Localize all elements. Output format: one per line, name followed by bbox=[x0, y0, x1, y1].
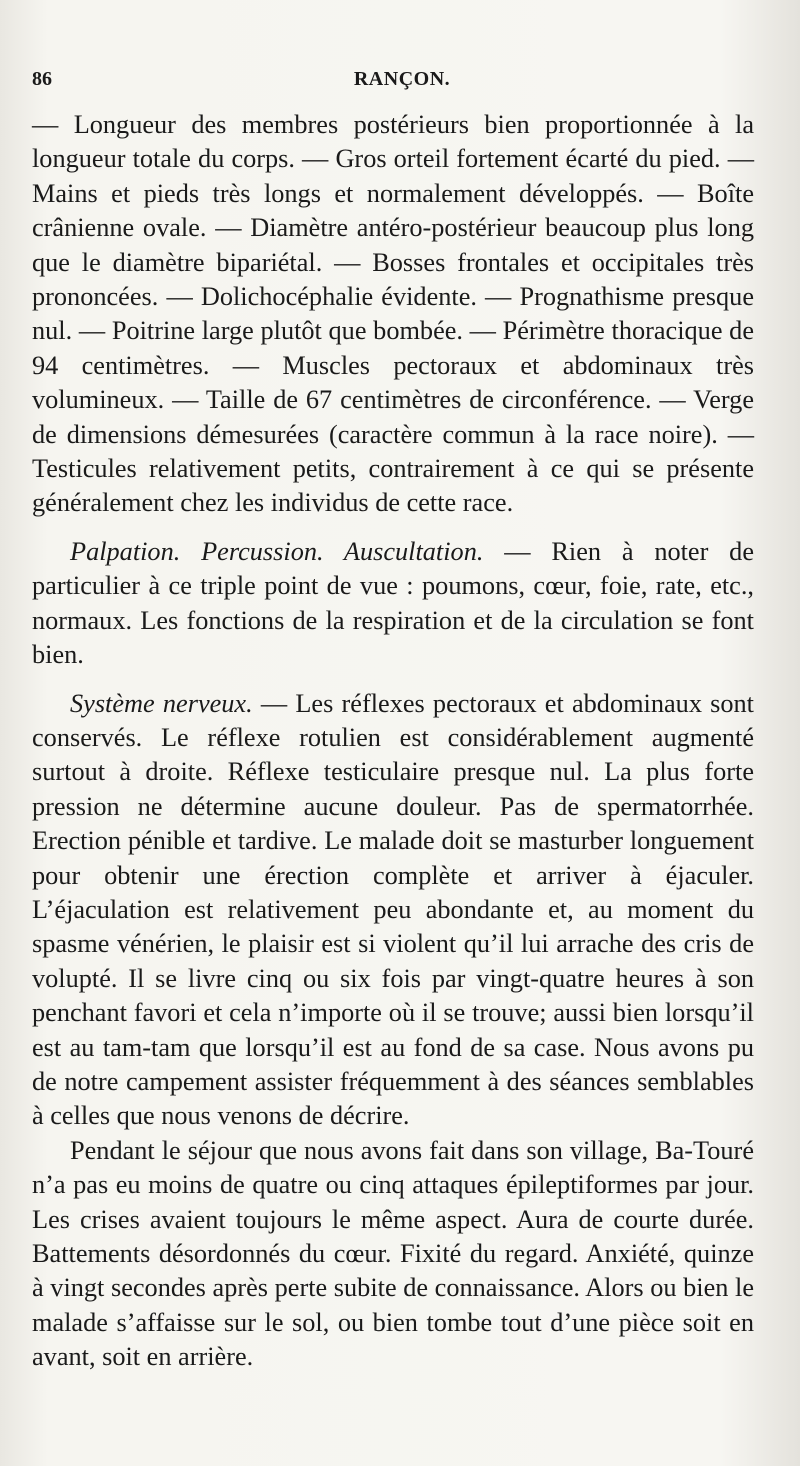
paragraph-text: Pendant le séjour que nous avons fait dans son village, Ba-Touré n’a pas eu moins de quatre ou cinq attaques épileptiformes par jour. Les crises avaient toujours le même aspect. Aura de courte durée. Battements désordonnés du cœur. Fixité du regard. Anxiété, quinze à vingt secondes après perte subite de connaissance. Alors ou bien le malade s’affaisse sur le sol, ou bien tombe tout d’une pièce soit en avant, soit en arrière. bbox=[32, 1135, 754, 1372]
paragraph-seizures bbox=[32, 1134, 754, 1375]
page-header bbox=[32, 60, 772, 96]
paragraph-text: — Rien à noter de particulier à ce triple point de vue : poumons, cœur, foie, rate, etc., normaux. Les fonctions de la respiration et de la circulation se font bien. bbox=[32, 536, 754, 670]
paragraph-nervous-system bbox=[32, 687, 754, 1134]
section-lead: Système nerveux. bbox=[70, 688, 253, 718]
paragraph-text: — Les réflexes pectoraux et abdominaux sont conservés. Le réflexe rotulien est considérablement augmenté surtout à droite. Réflexe testiculaire presque nul. La plus forte pression ne détermine aucune douleur. Pas de spermatorrhée. Erection pénible et tardive. Le malade doit se masturber longuement pour obtenir une érection complète et arriver à éjaculer. L’éjaculation est relativement peu abondante et, au moment du spasme vénérien, le plaisir est si violent qu’il lui arrache des cris de volupté. Il se livre cinq ou six fois par vingt-quatre heures à son penchant favori et cela n’importe où il se trouve; aussi bien lorsqu’il est au tam-tam que lorsqu’il est au fond de sa case. Nous avons pu de notre campement assister fréquemment à des séances semblables à celles que nous venons de décrire. bbox=[32, 688, 754, 1131]
paragraph-measurements bbox=[32, 108, 754, 521]
paragraph-palpation bbox=[32, 535, 754, 673]
body-text bbox=[32, 108, 754, 1375]
running-title: RANÇON. bbox=[353, 68, 451, 90]
paragraph-text: — Longueur des membres postérieurs bien proportionnée à la longueur totale du corps. — Gros orteil fortement écarté du pied. — Mains et pieds très longs et normalement développés. — Boîte crânienne ovale. — Diamètre antéro-postérieur beaucoup plus long que le diamètre bipariétal. — Bosses frontales et occipitales très prononcées. — Dolichocéphalie évidente. — Prognathisme presque nul. — Poitrine large plutôt que bombée. — Périmètre thoracique de 94 centimètres. — Muscles pectoraux et abdominaux très volumineux. — Taille de 67 centimètres de circonférence. — Verge de dimensions démesurées (caractère commun à la race noire). — Testicules relativement petits, contrairement à ce qui se présente généralement chez les individus de cette race. bbox=[32, 110, 754, 518]
page-number: 86 bbox=[32, 68, 52, 90]
section-lead: Palpation. Percussion. Auscultation. bbox=[70, 536, 484, 566]
